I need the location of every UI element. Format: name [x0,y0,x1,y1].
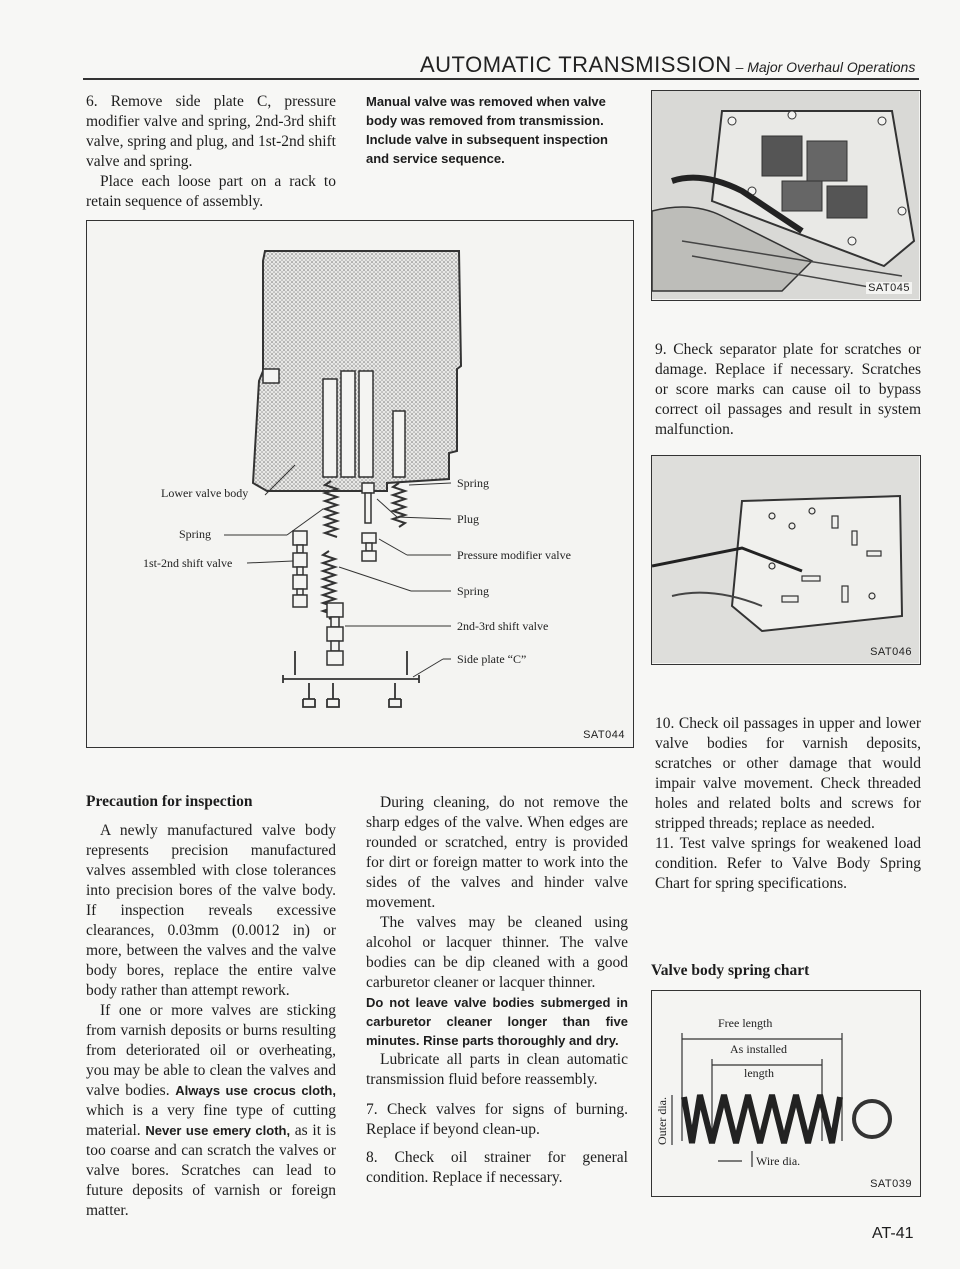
steps-10-11 [655,714,921,894]
shift-valve-2-3-part [327,603,343,665]
cleaning-section [366,793,628,1188]
shift-valve-1-2-part [293,531,307,607]
page-number: AT-41 [872,1225,914,1242]
manual-valve-note: Manual valve was removed when valve body was removed from transmission. Include valve in subsequent inspection and service sequence. [366,94,608,166]
plug-part [362,483,374,523]
step-7: 7. Check valves for signs of burning. Replace if beyond clean-up. [366,1101,628,1138]
label-spring-left: Spring [179,527,212,541]
label-lower-valve-body: Lower valve body [161,486,249,500]
figure-code-sat039: SAT039 [870,1178,912,1190]
step-10: 10. Check oil passages in upper and lower valve bodies for varnish deposits, scratches or other damage that would impair valve movement. Check threaded holes and related bolts and screws for stripped threads; replace as needed. [655,715,921,832]
figure-code-sat045: SAT045 [868,282,910,294]
spring-chart-heading: Valve body spring chart [651,962,810,979]
side-plate-c [283,651,419,707]
figure-sat044 [86,220,634,748]
springs [323,481,405,619]
cleaning-p4: Lubricate all parts in clean automatic transmission fluid before reassembly. [366,1051,628,1088]
header-subtitle: – Major Overhaul Operations [731,59,916,75]
step-6 [86,92,336,212]
label-wire-dia: Wire dia. [756,1154,801,1168]
step-6-text: 6. Remove side plate C, pressure modifier valve and spring, 2nd-3rd shift valve, spring and plug, and 1st-2nd shift valve and spring. [86,93,336,170]
separator-plate-photo [652,456,919,663]
lower-valve-body-shape [253,251,461,491]
page-header [420,52,915,78]
precaution-p1: A newly manufactured valve body represents precision manufactured valves assembled with close tolerances into precision bores of the valve body. If inspection reveals excessive clearances, 0.03mm (0.0012 in) or more, between the valves and the valve body bores, replace the entire valve body rather than attempt rework. [86,822,336,999]
valve-body-screen-photo [652,91,919,299]
cleaning-warning: Do not leave valve bodies submerged in carburetor cleaner longer than five minutes. Rinse parts thoroughly and dry. [366,995,628,1048]
label-length: length [744,1066,774,1080]
cleaning-p1: During cleaning, do not remove the sharp edges of the valve. When edges are rounded or scratched, entry is provided for dirt or foreign matter to work into the sides of the valves and hinder valve movement. [366,794,628,911]
precaution-heading: Precaution for inspection [86,793,253,810]
label-free-length: Free length [718,1016,773,1030]
label-shift-1-2: 1st-2nd shift valve [143,556,233,570]
label-spring-top: Spring [457,476,490,490]
label-as-installed: As installed [730,1042,787,1056]
precaution-p2: If one or more valves are sticking from varnish deposits or burns resulting from deteriorated oil or overheating, you may be able to clean the valves and valve bodies. Always use crocus cloth, which is a very fine type of cutting material. Never use emery cloth, as it is too coarse and can scratch the valves or valve bores. Scratches can lead to future deposits of varnish or foreign matter. [86,1002,337,1219]
label-pressure-modifier: Pressure modifier valve [457,548,571,562]
figure-sat039 [651,990,921,1197]
label-plug: Plug [457,512,480,526]
pressure-modifier-part [362,533,376,561]
valve-body-exploded-diagram [87,221,632,746]
step-6-text2: Place each loose part on a rack to retain sequence of assembly. [86,173,336,210]
precaution-section [86,793,336,1221]
figure-code-sat044: SAT044 [583,729,625,741]
step-11: 11. Test valve springs for weakened load condition. Refer to Valve Body Spring Chart for spring specifications. [655,835,921,892]
figure-sat046 [651,455,921,665]
figure-code-sat046: SAT046 [870,646,912,658]
label-spring-mid: Spring [457,584,490,598]
spring-dimension-diagram [652,991,919,1195]
step-8: 8. Check oil strainer for general condition. Replace if necessary. [366,1149,628,1186]
figure-sat045 [651,90,921,301]
step-9: 9. Check separator plate for scratches or damage. Replace if necessary. Scratches or score marks can cause oil to bypass correct oil passages and result in system malfunction. [655,341,921,438]
label-shift-2-3: 2nd-3rd shift valve [457,619,549,633]
spring-coils [684,1095,840,1143]
label-side-plate: Side plate “C” [457,652,527,666]
label-outer-dia: Outer dia. [655,1097,669,1145]
header-rule [83,78,919,80]
header-title: AUTOMATIC TRANSMISSION [420,52,732,77]
cleaning-p2: The valves may be cleaned using alcohol or lacquer thinner. The valve bodies can be dip cleaned with a good carburetor cleaner or lacquer thinner. [366,914,628,991]
